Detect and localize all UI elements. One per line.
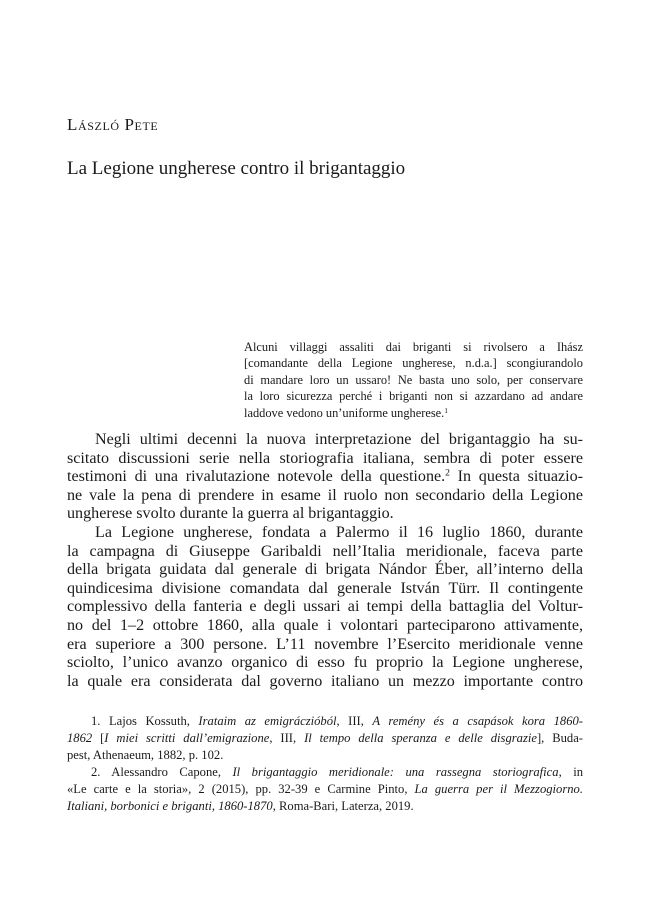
body-line: quindicesima divisione comandata dal generale István Türr. Il contingente (67, 579, 583, 597)
body-line: la quale era considerata dal governo italiano un mezzo importante contro (67, 672, 583, 690)
footnote-ref-2[interactable]: 2 (445, 467, 450, 479)
footnotes (67, 713, 583, 815)
epigraph-line: Alcuni villaggi assaliti dai briganti si rivolsero a Ihász (244, 340, 583, 354)
epigraph-line: di mandare loro un ussaro! Ne basta uno solo, per conservare (244, 372, 583, 387)
body-line: scitato discussioni serie nella storiografia italiana, sembra di poter essere (67, 449, 583, 467)
body-text (67, 431, 583, 691)
body-line: sciolto, l’unico avanzo organico di esso fu proprio la Legione ungherese, (67, 654, 583, 672)
note-italic: 1862 (67, 731, 93, 745)
note-italic: A remény és a csapások kora 1860- (372, 714, 584, 728)
note-italic: Irataim az emigráczióból (198, 714, 337, 728)
body-line: la campagna di Giuseppe Garibaldi nell’Italia meridionale, faceva parte (67, 542, 583, 560)
note-text: 1. Lajos Kossuth, (91, 714, 199, 728)
body-line: Negli ultimi decenni la nuova interpretazione del brigantaggio ha su- (95, 431, 583, 448)
epigraph-line: [comandante della Legione ungherese, n.d.a.] scongiurandolo (244, 356, 583, 371)
footnote-1-line (67, 730, 583, 747)
footnote-2-line (67, 798, 583, 815)
article-title: La Legione ungherese contro il brigantaggio (67, 158, 406, 179)
note-italic: La guerra per il Mezzogiorno. (414, 782, 583, 796)
note-text: [ (92, 731, 105, 745)
note-italic: Italiani, borbonici e briganti, 1860-1870 (67, 799, 273, 813)
note-text: ], Buda- (536, 731, 583, 745)
body-line: La Legione ungherese, fondata a Palermo il 16 luglio 1860, durante (95, 523, 583, 541)
body-line: era superiore a 300 persone. L’11 novembre l’Esercito meridionale venne (67, 635, 583, 653)
body-line-text: In questa situazio- (450, 468, 583, 486)
body-line: ungherese svolto durante la guerra al brigantaggio. (67, 505, 394, 523)
epigraph-quote (244, 339, 583, 421)
epigraph-line-text: laddove vedono un’uniforme ungherese. (244, 405, 445, 420)
author-name: László Pete (67, 115, 159, 134)
body-line: complessivo della fanteria e degli ussari ai tempi della battaglia del Voltur- (67, 598, 583, 616)
epigraph-line: la loro sicurezza perché i briganti non si azzardano ad andare (244, 389, 583, 404)
note-italic: I miei scritti dall’emigrazione (104, 731, 270, 745)
note-italic: Il brigantaggio meridionale: una rassegna storiografica (232, 765, 559, 779)
body-line: ne vale la pena di prendere in esame il ruolo non secondario della Legione (67, 486, 583, 504)
footnote-2-line (67, 781, 583, 798)
note-text: , in (558, 765, 584, 779)
footnote-ref-1[interactable]: 1 (444, 405, 448, 415)
note-text: , III, (269, 731, 305, 745)
footnote-2-line (67, 764, 583, 781)
epigraph-line (244, 405, 583, 421)
footnote-1-line: pest, Athenaeum, 1882, p. 102. (67, 748, 224, 762)
note-text: «Le carte e la storia», 2 (2015), pp. 32-39 e Carmine Pinto, (67, 782, 415, 796)
body-line: della brigata guidata dal generale di brigata Nándor Éber, all’interno della (67, 561, 583, 579)
body-line (67, 468, 583, 487)
note-text: , III, (336, 714, 373, 728)
note-text: 2. Alessandro Capone, (91, 765, 233, 779)
footnote-1-line (67, 713, 583, 730)
body-line-text: testimoni di una rivalutazione notevole della questione. (67, 468, 446, 486)
note-text: , Roma-Bari, Laterza, 2019. (272, 799, 414, 813)
body-line: no del 1–2 ottobre 1860, alla quale i volontari parteciparono attivamente, (67, 616, 583, 634)
note-italic: Il tempo della speranza e delle disgrazie (304, 731, 537, 745)
